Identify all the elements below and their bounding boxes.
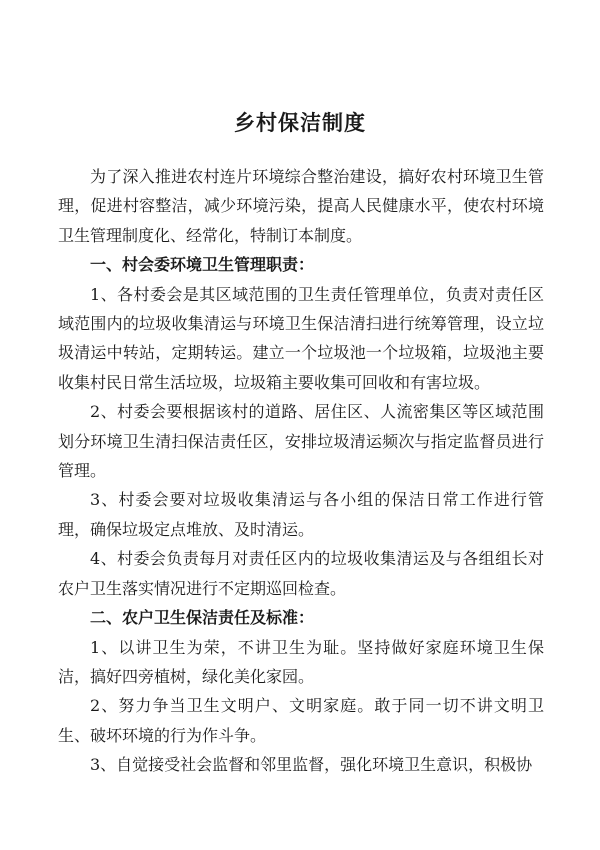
section-heading-2: 二、农户卫生保洁责任及标准： — [90, 608, 315, 628]
section2-item-2: 2、努力争当卫生文明户、文明家庭。敢于同一切不讲文明卫生、破坏环境的行为作斗争。 — [58, 696, 544, 745]
section1-item-2: 2、村委会要根据该村的道路、居住区、人流密集区等区域范围划分环境卫生清扫保洁责任区，安排垃圾清运频次与指定监督员进行管理。 — [58, 402, 544, 481]
document-title: 乡村保洁制度 — [234, 111, 366, 135]
document-body — [58, 162, 544, 780]
section1-item-1: 1、各村委会是其区域范围的卫生责任管理单位，负责对责任区域范围内的垃圾收集清运与环境卫生保洁清扫进行统筹管理，设立垃圾清运中转站，定期转运。建立一个垃圾池一个垃圾箱，垃圾池主要收集村民日常生活垃圾，垃圾箱主要收集可回收和有害垃圾。 — [58, 284, 544, 392]
section1-item-4: 4、村委会负责每月对责任区内的垃圾收集清运及与各组组长对农户卫生落实情况进行不定期巡回检查。 — [58, 549, 544, 598]
section-heading-1: 一、村会委环境卫生管理职责： — [90, 255, 315, 275]
section2-item-1: 1、以讲卫生为荣，不讲卫生为耻。坚持做好家庭环境卫生保洁，搞好四旁植树，绿化美化家园。 — [58, 637, 544, 686]
section2-item-3: 3、自觉接受社会监督和邻里监督，强化环境卫生意识，积极协 — [90, 755, 533, 775]
intro-paragraph: 为了深入推进农村连片环境综合整治建设，搞好农村环境卫生管理，促进村容整洁，减少环境污染，提高人民健康水平，使农村环境卫生管理制度化、经常化，特制订本制度。 — [58, 167, 544, 245]
section1-item-3: 3、村委会要对垃圾收集清运与各小组的保洁日常工作进行管理，确保垃圾定点堆放、及时清运。 — [58, 490, 544, 539]
